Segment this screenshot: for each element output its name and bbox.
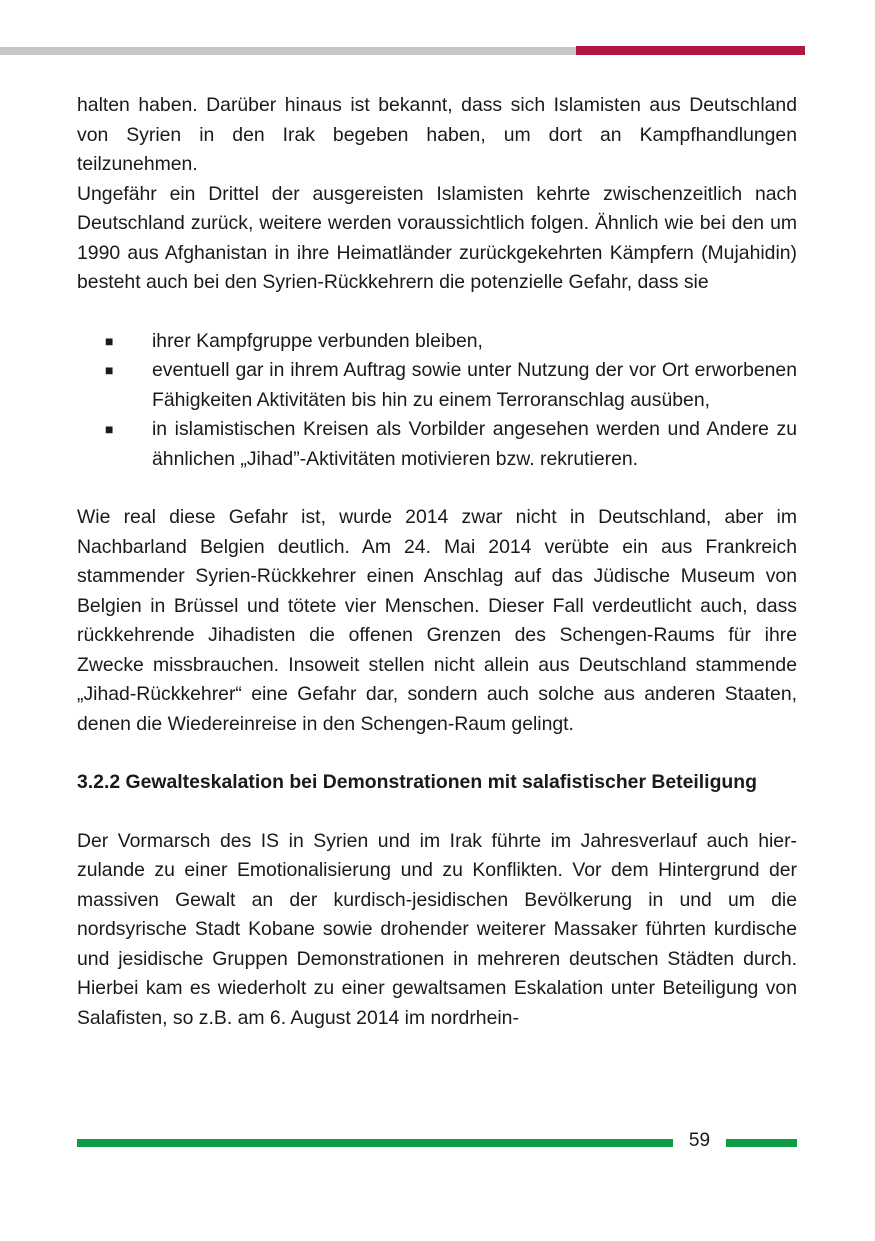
spacer — [77, 474, 797, 503]
spacer — [77, 298, 797, 327]
header-rule-grey — [0, 47, 576, 55]
bullet-item-2 — [77, 356, 797, 415]
page-number: 59 — [688, 1130, 711, 1151]
footer-rule-right — [726, 1139, 797, 1147]
bullet-item-1 — [77, 327, 797, 357]
spacer — [77, 739, 797, 768]
square-bullet-icon: ■ — [105, 362, 114, 378]
paragraph-2: Ungefähr ein Drittel der ausgereisten Islamisten kehrte zwischenzeitlich nach Deutschland zurück, weitere werden voraussichtlich folgen. Ähnlich wie bei den um 1990 aus Afghanistan in ihre Heimatländer zurückgekehrten Kämpfern (Mujahidin) besteht auch bei den Syrien-Rückkehrern die potenzielle Gefahr, dass sie — [77, 182, 797, 293]
bullet-text: eventuell gar in ihrem Auftrag sowie unter Nutzung der vor Ort erworbenen Fähigkeiten Aktivitäten bis hin zu einem Terroranschlag ausüben, — [152, 359, 797, 411]
bullet-item-3 — [77, 415, 797, 474]
footer-rule-left — [77, 1139, 673, 1147]
bullet-list — [77, 327, 797, 475]
paragraph-1: halten haben. Darüber hinaus ist bekannt, dass sich Islamisten aus Deutschland von Syrien in den Irak begeben haben, um dort an Kampfhandlungen teilzunehmen. — [77, 94, 797, 175]
square-bullet-icon: ■ — [105, 421, 114, 437]
bullet-text: in islamistischen Kreisen als Vorbilder angesehen werden und Andere zu ähnlichen „Jihad”-Aktivitäten motivieren bzw. rekrutieren. — [152, 418, 797, 470]
section-heading: 3.2.2 Gewalteskalation bei Demonstrationen mit salafistischer Beteiligung — [77, 771, 757, 793]
paragraph-3: Wie real diese Gefahr ist, wurde 2014 zwar nicht in Deutschland, aber im Nachbarland Belgien deutlich. Am 24. Mai 2014 verübte ein aus Frankreich stammender Syrien-Rückkehrer einen Anschlag auf das Jüdische Museum von Belgien in Brüssel und tötete vier Menschen. Dieser Fall verdeutlicht auch, dass rückkehrende Jihadisten die offenen Grenzen des Schengen-Raums für ihre Zwecke missbrauchen. Insoweit stellen nicht allein aus Deutschland stammende „Jihad-Rückkehrer“ eine Gefahr dar, sondern auch solche aus anderen Staaten, denen die Wiedereinreise in den Schengen-Raum gelingt. — [77, 506, 797, 735]
section-paragraph: Der Vormarsch des IS in Syrien und im Irak führte im Jahresverlauf auch hierzulande zu einer Emotionalisierung und zu Konflikten. Vor dem Hintergrund der massiven Gewalt an der kurdisch-jesidischen Bevölkerung in und um die nordsyrische Stadt Kobane sowie drohender weiterer Massaker führten kurdische und jesidische Gruppen Demonstrationen in mehreren deutschen Städten durch. Hierbei kam es wiederholt zu einer gewaltsamen Eskalation unter Beteiligung von Salafisten, so z.B. am 6. August 2014 im nordrhein- — [77, 829, 797, 1029]
page-body — [77, 91, 797, 1033]
header-rule-accent — [576, 46, 805, 55]
bullet-text: ihrer Kampfgruppe verbunden bleiben, — [152, 329, 483, 352]
spacer — [77, 798, 797, 827]
square-bullet-icon: ■ — [105, 332, 114, 349]
